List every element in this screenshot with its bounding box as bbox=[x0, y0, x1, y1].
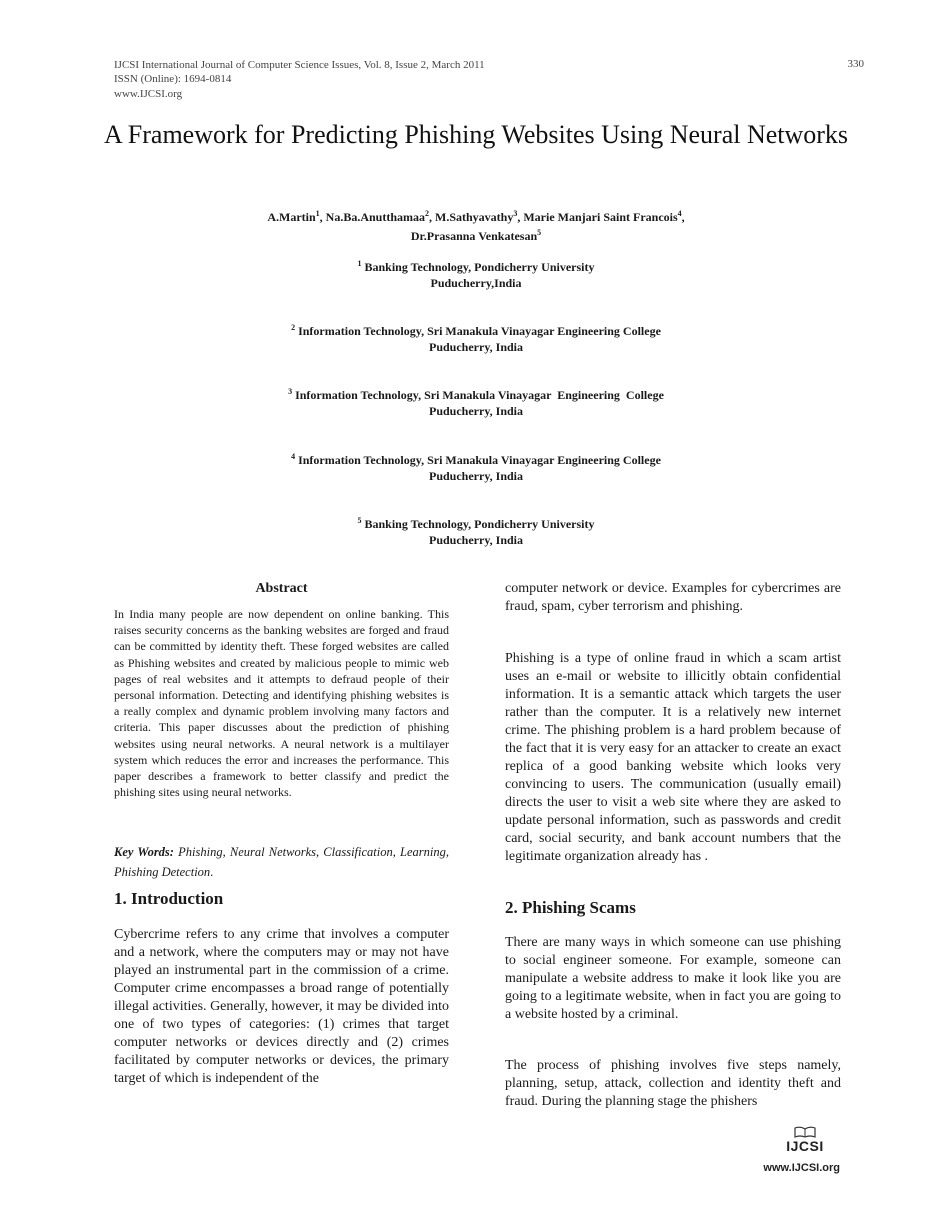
issn-line: ISSN (Online): 1694-0814 bbox=[114, 73, 232, 85]
author-name: , M.Sathyavathy bbox=[429, 210, 514, 224]
phishing-definition bbox=[505, 650, 841, 866]
author-name: , Na.Ba.Anutthamaa bbox=[319, 210, 426, 224]
affiliation bbox=[100, 320, 852, 355]
affiliation-dept: Banking Technology, Pondicherry University bbox=[364, 260, 595, 274]
affiliation-sup: 4 bbox=[291, 452, 296, 461]
author-name: Dr.Prasanna Venkatesan bbox=[410, 229, 538, 243]
affiliation bbox=[100, 449, 852, 484]
author-sup: 5 bbox=[537, 228, 542, 237]
logo-url: www.IJCSI.org bbox=[763, 1162, 840, 1174]
affiliation-dept: Information Technology, Sri Manakula Vinayagar Engineering College bbox=[295, 388, 664, 402]
scams-text bbox=[505, 934, 841, 1024]
process-paragraph: The process of phishing involves five steps namely, planning, setup, attack, collection and identity theft and fraud. During the planning stage the phishers bbox=[505, 1058, 841, 1109]
affiliation-place: Puducherry, India bbox=[428, 404, 524, 418]
keywords-text: Phishing, Neural Networks, Classification, Learning, Phishing Detection bbox=[114, 845, 449, 879]
author-name: , Marie Manjari Saint Francois bbox=[517, 210, 678, 224]
scams-paragraph: There are many ways in which someone can use phishing to social engineer someone. For example, someone can manipulate a website address to make it look like you are going to a legitimate website, when in fact you are going to a website hosted by a criminal. bbox=[505, 935, 841, 1022]
author-sup: 2 bbox=[425, 209, 430, 218]
author-separator: , bbox=[681, 210, 685, 224]
affiliation bbox=[100, 513, 852, 548]
affiliation bbox=[100, 256, 852, 291]
affiliation-sup: 2 bbox=[291, 323, 296, 332]
intro-continuation-paragraph: computer network or device. Examples for cybercrimes are fraud, spam, cyber terrorism and phishing. bbox=[505, 581, 841, 614]
keywords-label: Key Words: bbox=[114, 845, 174, 859]
keywords bbox=[114, 842, 449, 882]
author-list bbox=[100, 206, 852, 244]
author-name: A.Martin bbox=[267, 210, 316, 224]
affiliation-dept: Information Technology, Sri Manakula Vinayagar Engineering College bbox=[298, 324, 661, 338]
ijcsi-logo bbox=[770, 1126, 840, 1154]
process-text bbox=[505, 1057, 841, 1111]
affiliation-dept: Banking Technology, Pondicherry University bbox=[364, 517, 595, 531]
intro-heading: 1. Introduction bbox=[114, 889, 224, 908]
author-sup: 1 bbox=[315, 209, 320, 218]
affiliation-sup: 1 bbox=[357, 259, 362, 268]
affiliation-dept: Information Technology, Sri Manakula Vinayagar Engineering College bbox=[298, 453, 661, 467]
scams-heading: 2. Phishing Scams bbox=[505, 898, 636, 917]
affiliation bbox=[100, 384, 852, 419]
author-sup: 3 bbox=[513, 209, 518, 218]
intro-paragraph: Cybercrime refers to any crime that involves a computer and a network, where the computers may or may not have played an instrumental part in the commission of a crime. Computer crime encompasses a broad range of potentially illegal activities. Generally, however, it may be divided into one of two types of categories: (1) crimes that target computer networks or devices directly and (2) crimes facilitated by computer networks or devices, the primary target of which is independent of the bbox=[114, 927, 449, 1086]
logo-text: IJCSI bbox=[786, 1138, 824, 1154]
affiliation-place: Puducherry,India bbox=[430, 276, 522, 290]
abstract-heading: Abstract bbox=[255, 581, 308, 596]
affiliation-sup: 5 bbox=[357, 516, 362, 525]
abstract-text bbox=[114, 606, 449, 800]
journal-header: IJCSI International Journal of Computer Science Issues, Vol. 8, Issue 2, March 2011 bbox=[114, 59, 485, 71]
page-number: 330 bbox=[847, 58, 864, 70]
paper-title: A Framework for Predicting Phishing Websites Using Neural Networks bbox=[103, 120, 849, 149]
keywords-end: . bbox=[210, 865, 214, 879]
book-icon bbox=[794, 1126, 816, 1138]
journal-url: www.IJCSI.org bbox=[114, 88, 183, 100]
intro-continuation bbox=[505, 580, 841, 616]
intro-text bbox=[114, 926, 449, 1088]
phishing-paragraph: Phishing is a type of online fraud in which a scam artist uses an e-mail or website to illicitly obtain confidential information. It is a semantic attack which targets the user rather than the computer. It is a relatively new internet crime. The phishing problem is a hard problem because of the fact that it is very easy for an attacker to create an exact replica of a good banking website which looks very convincing to users. The communication (usually email) directs the user to visit a web site where they are asked to update personal information, such as passwords and credit card, social security, and bank account numbers that the legitimate organization already has . bbox=[505, 651, 841, 864]
affiliation-sup: 3 bbox=[288, 387, 293, 396]
affiliation-place: Puducherry, India bbox=[428, 469, 524, 483]
affiliation-place: Puducherry, India bbox=[428, 533, 524, 547]
abstract-paragraph: In India many people are now dependent on online banking. This raises security concerns as the banking websites are forged and fraud can be committed by identity theft. These forged websites are called as Phishing websites and created by malicious people to mimic web pages of real websites and it attempts to defraud people of their personal information. Detecting and identifying phishing websites is a really complex and dynamic problem involving many factors and criteria. This paper discusses about the prediction of phishing websites using neural networks. A neural network is a multilayer system which reduces the error and increases the performance. This paper describes a framework to better classify and predict the phishing sites using neural networks. bbox=[114, 607, 449, 800]
affiliation-place: Puducherry, India bbox=[428, 340, 524, 354]
author-sup: 4 bbox=[677, 209, 682, 218]
